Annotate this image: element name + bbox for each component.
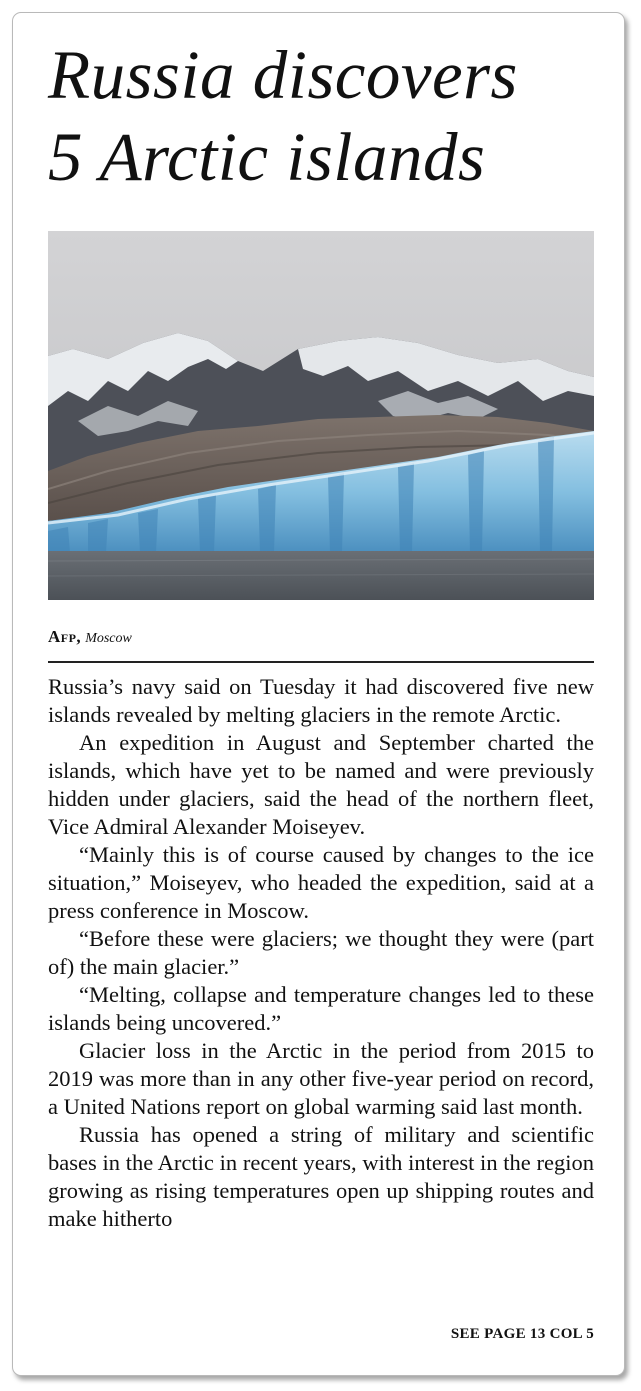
headline xyxy=(48,34,608,198)
headline-line-2: 5 Arctic islands xyxy=(48,119,486,195)
headline-line-1: Russia discovers xyxy=(48,37,518,113)
paragraph: Russia has opened a string of military and scientific bases in the Arctic in recent years, with interest in the region growing as rising temperatures open up shipping routes and make hitherto xyxy=(48,1122,594,1231)
article-body xyxy=(48,673,594,1233)
byline-location: Moscow xyxy=(85,631,132,646)
byline-divider xyxy=(48,661,594,663)
continuation-note: SEE PAGE 13 COL 5 xyxy=(450,1326,594,1342)
paragraph: “Before these were glaciers; we thought they were (part of) the main glacier.” xyxy=(48,926,594,979)
byline xyxy=(48,627,132,647)
paragraph: “Mainly this is of course caused by changes to the ice situation,” Moiseyev, who headed the expedition, said at a press conference in Moscow. xyxy=(48,842,594,923)
glacier-photo xyxy=(48,231,594,600)
paragraph: “Melting, collapse and temperature changes led to these islands being uncovered.” xyxy=(48,982,594,1035)
paragraph: An expedition in August and September charted the islands, which have yet to be named and were previously hidden under glaciers, said the head of the northern fleet, Vice Admiral Alexander Moiseyev. xyxy=(48,730,594,839)
byline-agency: Afp, xyxy=(48,627,82,646)
paragraph: Russia’s navy said on Tuesday it had discovered five new islands revealed by melting glaciers in the remote Arctic. xyxy=(48,674,594,727)
paragraph: Glacier loss in the Arctic in the period from 2015 to 2019 was more than in any other five-year period on record, a United Nations report on global warming said last month. xyxy=(48,1038,594,1119)
